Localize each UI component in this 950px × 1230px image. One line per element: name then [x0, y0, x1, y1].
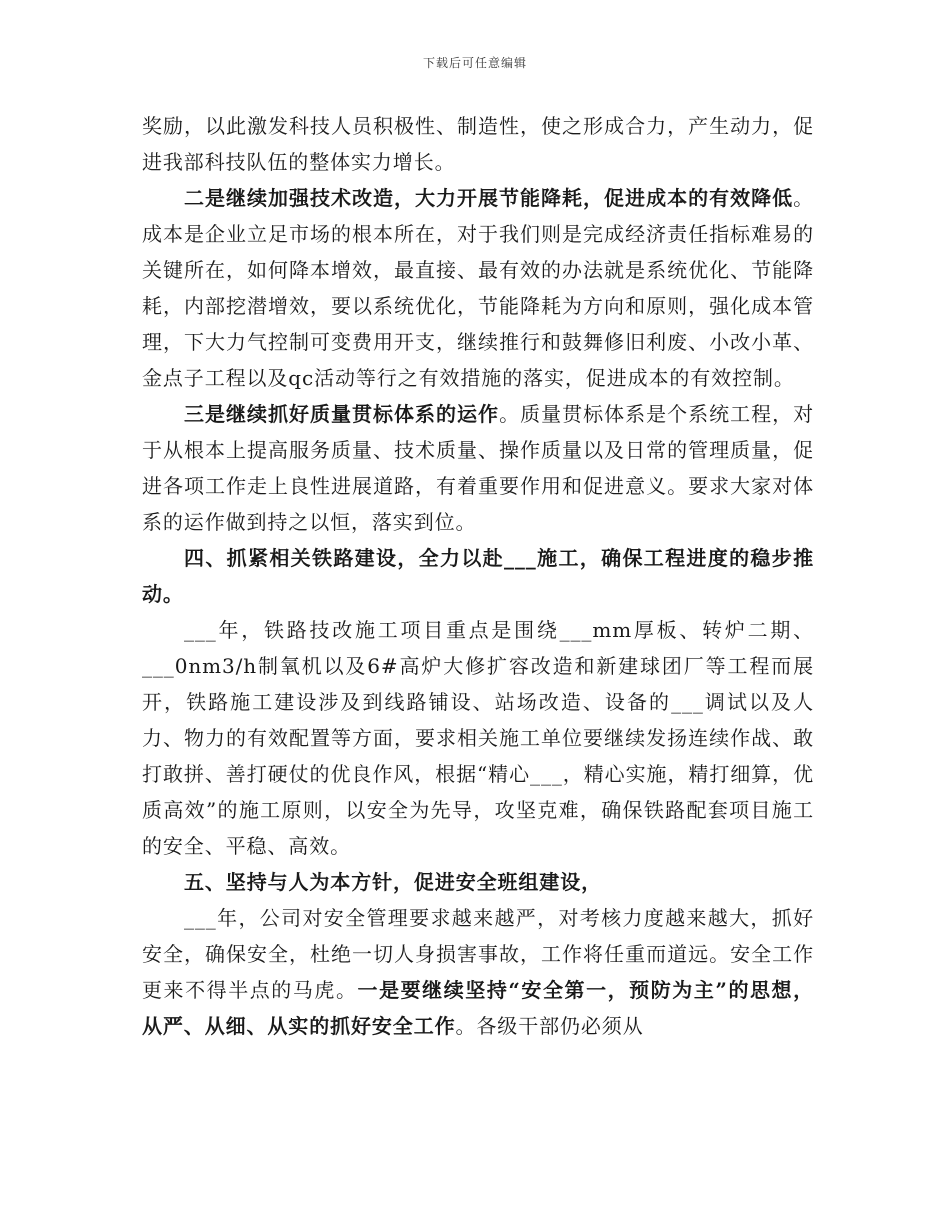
paragraph-7-emphasis: 一是要继续坚持“安全第一，预防为主”的思想，从严、从细、从实的抓好安全工作	[142, 978, 814, 1038]
paragraph-3	[142, 396, 814, 540]
paragraph-1: 奖励，以此激发科技人员积极性、制造性，使之形成合力，产生动力，促进我部科技队伍的整体实力增长。	[142, 114, 814, 174]
document-body	[142, 108, 814, 1044]
section-4-heading: 四、抓紧相关铁路建设，全力以赴___施工，确保工程进度的稳步推动。	[142, 546, 814, 606]
section-5-heading: 五、坚持与人为本方针，促进安全班组建设，	[184, 870, 602, 894]
paragraph-2-heading: 二是继续加强技术改造，大力开展节能降耗，促进成本的有效降低	[184, 186, 794, 210]
paragraph-7-text: ___年，公司对安全管理要求越来越严，对考核力度越来越大，抓好安全，确保安全，杜绝一切人身损害事故，工作将任重而道远。安全工作更来不得半点的马虎。	[142, 906, 814, 1002]
page-header: 下载后可任意编辑	[422, 56, 527, 70]
paragraph-7-tail: 。各级干部仍必须从	[455, 1014, 644, 1038]
paragraph-2	[142, 180, 814, 396]
paragraph-2-text: 。成本是企业立足市场的根本所在，对于我们则是完成经济责任指标难易的关键所在，如何降本增效，最直接、最有效的办法就是系统优化、节能降耗，内部挖潜增效，要以系统优化，节能降耗为方向和原则，强化成本管理，下大力气控制可变费用开支，继续推行和鼓舞修旧利废、小改小革、金点子工程以及qc活动等行之有效措施的落实，促进成本的有效控制。	[142, 186, 814, 390]
paragraph-3-text: 。质量贯标体系是个系统工程，对于从根本上提高服务质量、技术质量、操作质量以及日常的管理质量，促进各项工作走上良性进展道路，有着重要作用和促进意义。要求大家对体系的运作做到持之以恒，落实到位。	[142, 402, 815, 534]
paragraph-7	[142, 900, 814, 1044]
paragraph-3-heading: 三是继续抓好质量贯标体系的运作	[184, 402, 500, 426]
paragraph-5: ___年，铁路技改施工项目重点是围绕___mm厚板、转炉二期、___0nm3/h制氧机以及6#高炉大修扩容改造和新建球团厂等工程而展开，铁路施工建设涉及到线路铺设、站场改造、设备的___调试以及人力、物力的有效配置等方面，要求相关施工单位要继续发扬连续作战、敢打敢拼、善打硬仗的优良作风，根据“精心___，精心实施，精打细算，优质高效”的施工原则，以安全为先导，攻坚克难，确保铁路配套项目施工的安全、平稳、高效。	[142, 618, 814, 858]
